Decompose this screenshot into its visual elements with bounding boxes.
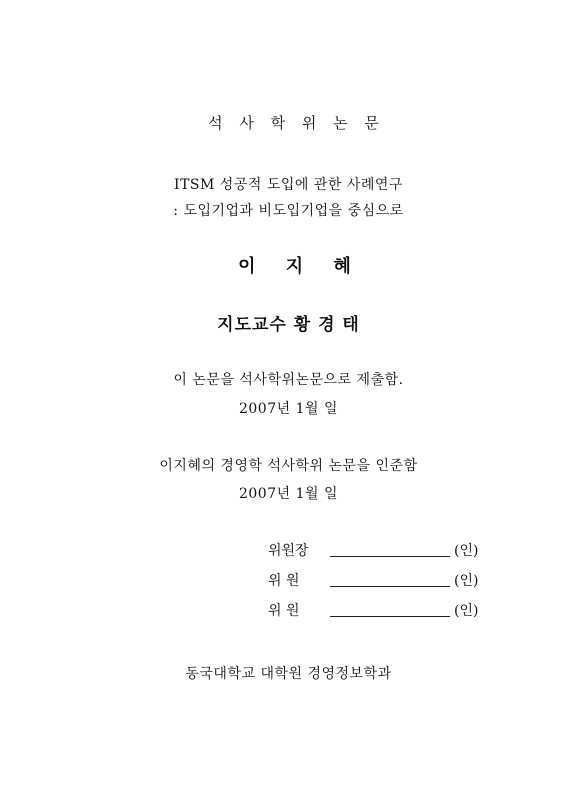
- approval-statement: 이지혜의 경영학 석사학위 논문을 인준함: [159, 458, 418, 474]
- committee-role: 위 원: [268, 573, 300, 589]
- signature-line: [330, 586, 450, 587]
- author-name: 이 지 혜: [238, 256, 363, 277]
- seal-mark: (인): [454, 603, 479, 619]
- approval-date: 2007년 1월 일: [238, 486, 338, 502]
- degree-title: 석 사 학 위 논 문: [208, 114, 385, 132]
- thesis-title-line-1: ITSM 성공적 도입에 관한 사례연구: [174, 177, 403, 193]
- submission-date: 2007년 1월 일: [238, 401, 338, 417]
- advisor-name: 지도교수 황 경 태: [217, 315, 360, 335]
- signature-line: [330, 556, 450, 557]
- thesis-title-line-2: : 도입기업과 비도입기업을 중심으로: [173, 203, 404, 219]
- committee-role: 위원장: [268, 543, 309, 559]
- committee-member-row: [268, 602, 498, 620]
- seal-mark: (인): [454, 543, 479, 559]
- signature-line: [330, 616, 450, 617]
- school-department: 동국대학교 대학원 경영정보학과: [185, 666, 392, 682]
- committee-chair-row: [268, 542, 498, 560]
- seal-mark: (인): [454, 573, 479, 589]
- submission-statement: 이 논문을 석사학위논문으로 제출함.: [173, 372, 404, 388]
- committee-member-row: [268, 572, 498, 590]
- committee-role: 위 원: [268, 603, 300, 619]
